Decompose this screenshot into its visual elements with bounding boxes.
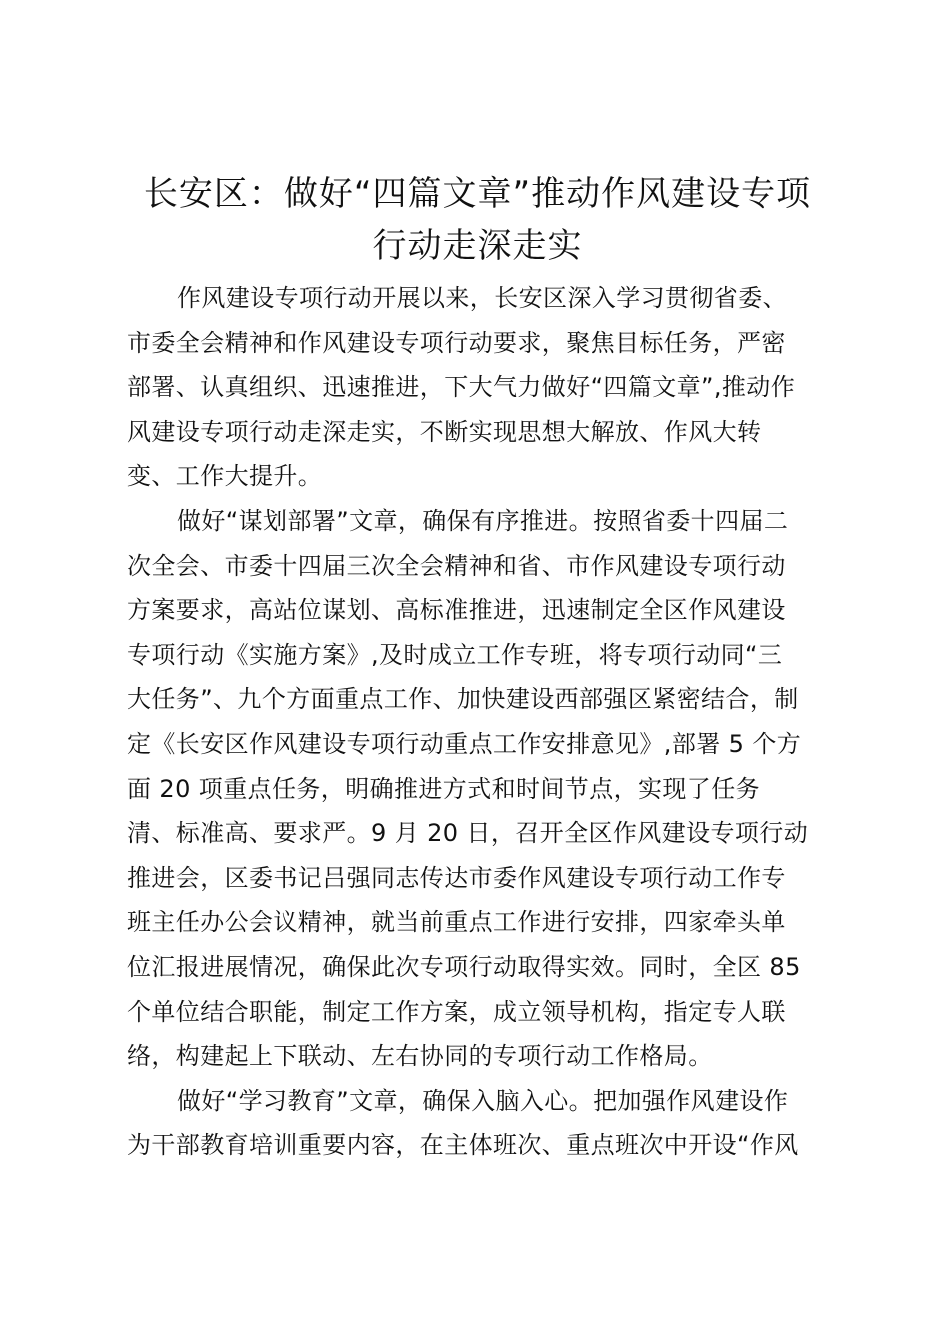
paragraph-line: 个单位结合职能，制定工作方案，成立领导机构，指定专人联: [127, 997, 786, 1026]
paragraph-line: 方案要求，高站位谋划、高标准推进，迅速制定全区作风建设: [127, 596, 786, 625]
paragraph-line: 定《长安区作风建设专项行动重点工作安排意见》,部署 5 个方: [127, 729, 802, 758]
title-line: 长安区：做好“四篇文章”推动作风建设专项: [143, 174, 812, 214]
paragraph-2: [127, 499, 832, 1079]
paragraph-line: 面 20 项重点任务，明确推进方式和时间节点，实现了任务: [127, 774, 760, 803]
paragraph-line: 市委全会精神和作风建设专项行动要求，聚焦目标任务，严密: [127, 328, 786, 357]
document-body: [127, 276, 832, 1168]
paragraph-line: 班主任办公会议精神，就当前重点工作进行安排，四家牵头单: [127, 908, 786, 937]
paragraph-line: 推进会，区委书记吕强同志传达市委作风建设专项行动工作专: [127, 863, 786, 892]
paragraph-3: [127, 1079, 832, 1168]
document-title: [120, 168, 835, 272]
paragraph-line: 为干部教育培训重要内容，在主体班次、重点班次中开设“作风: [127, 1131, 799, 1160]
paragraph-line: 风建设专项行动走深走实，不断实现思想大解放、作风大转: [127, 417, 762, 446]
paragraph-line: 做好“谋划部署”文章，确保有序推进。按照省委十四届二: [177, 506, 789, 535]
title-line: 行动走深走实: [372, 226, 583, 266]
paragraph-line: 专项行动《实施方案》,及时成立工作专班，将专项行动同“三: [127, 640, 783, 669]
paragraph-line: 部署、认真组织、迅速推进，下大气力做好“四篇文章”,推动作: [127, 373, 796, 402]
paragraph-line: 变、工作大提升。: [127, 462, 323, 491]
paragraph-line: 作风建设专项行动开展以来，长安区深入学习贯彻省委、: [177, 284, 787, 312]
paragraph-1: [127, 276, 832, 499]
paragraph-line: 位汇报进展情况，确保此次专项行动取得实效。同时，全区 85: [127, 952, 801, 981]
paragraph-line: 大任务”、九个方面重点工作、加快建设西部强区紧密结合，制: [127, 685, 799, 714]
paragraph-line: 清、标准高、要求严。9 月 20 日，召开全区作风建设专项行动: [127, 819, 809, 848]
paragraph-line: 做好“学习教育”文章，确保入脑入心。把加强作风建设作: [177, 1086, 789, 1115]
paragraph-line: 次全会、市委十四届三次全会精神和省、市作风建设专项行动: [127, 551, 786, 580]
paragraph-line: 络，构建起上下联动、左右协同的专项行动工作格局。: [127, 1042, 713, 1071]
